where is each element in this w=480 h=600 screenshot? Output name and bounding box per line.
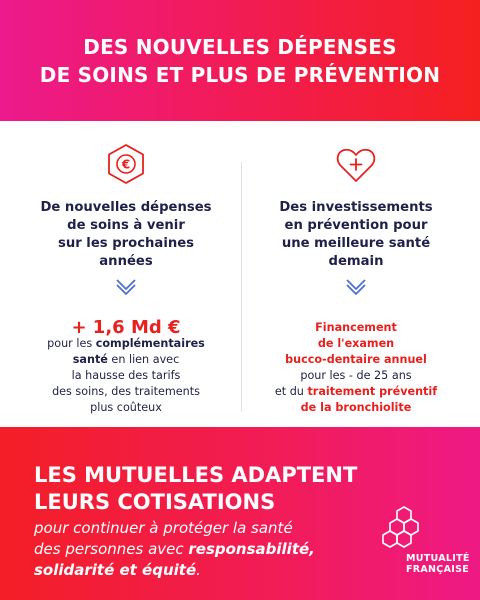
prevention-lead-line-4: demain [328, 254, 384, 269]
footer-description [34, 518, 315, 581]
euro-hexagon-icon [105, 143, 147, 185]
footer-desc-line-1: pour continuer à protéger la santé [34, 519, 293, 537]
logo-text-line-1: MUTUALITÉ [406, 553, 470, 564]
logo-text-line-2: FRANÇAISE [406, 564, 469, 575]
prevention-lead-text [240, 199, 472, 271]
spending-detail-2a: santé [72, 353, 108, 366]
spending-detail-5: plus coûteux [90, 401, 162, 414]
prevention-detail-3: bucco-dentaire annuel [285, 353, 427, 366]
prevention-details [240, 320, 472, 416]
prevention-lead-line-3: une meilleure santé [281, 236, 431, 251]
hexagon-cluster-icon [382, 505, 426, 557]
prevention-detail-1: Financement [315, 321, 397, 334]
spending-detail-2b: en lien avec [107, 353, 180, 366]
spending-detail-1a: pour les [47, 337, 96, 350]
prevention-column [240, 121, 472, 427]
svg-text:€: € [121, 157, 131, 172]
spending-detail-3: la hausse des tarifs [71, 369, 181, 382]
spending-lead-line-2: de soins à venir [67, 218, 185, 233]
chevron-down-icon [344, 277, 368, 295]
footer-title-line-1: LES MUTUELLES ADAPTENT [34, 463, 358, 487]
spending-lead-line-1: De nouvelles dépenses [40, 200, 212, 215]
prevention-detail-5a: et du [274, 385, 308, 398]
spending-lead-text [10, 199, 242, 271]
plus-heart-icon [335, 143, 377, 185]
footer-desc-line-3a: solidarité et équité [34, 561, 197, 579]
spending-lead-line-3: sur les prochaines [57, 236, 195, 251]
footer-desc-line-3b: . [196, 561, 201, 579]
footer-title-line-2: LEURS COTISATIONS [34, 490, 276, 514]
footer-title [34, 462, 357, 516]
spending-lead-line-4: années [99, 254, 153, 269]
prevention-detail-4: pour les - de 25 ans [300, 369, 412, 382]
prevention-detail-5b: traitement préventif [307, 385, 438, 398]
spending-column [10, 121, 242, 427]
prevention-lead-line-1: Des investissements [279, 200, 433, 215]
spending-detail-1b: complémentaires [95, 337, 205, 350]
header-title-line-2: DE SOINS ET PLUS DE PRÉVENTION [39, 62, 441, 87]
prevention-lead-line-2: en prévention pour [284, 218, 428, 233]
spending-details [10, 336, 242, 416]
prevention-detail-6: de la bronchiolite [300, 401, 412, 414]
spending-amount: + 1,6 Md € [71, 317, 181, 338]
chevron-down-icon [114, 277, 138, 295]
prevention-detail-2: de l'examen [317, 337, 395, 350]
footer-desc-line-2b: responsabilité, [188, 540, 315, 558]
header-banner [0, 0, 480, 121]
mutualite-francaise-logo [376, 505, 470, 585]
footer-desc-line-2a: des personnes avec [34, 540, 189, 558]
header-title-line-1: DES NOUVELLES DÉPENSES [83, 34, 397, 59]
footer-banner [0, 427, 480, 600]
spending-detail-4: des soins, des traitements [52, 385, 200, 398]
